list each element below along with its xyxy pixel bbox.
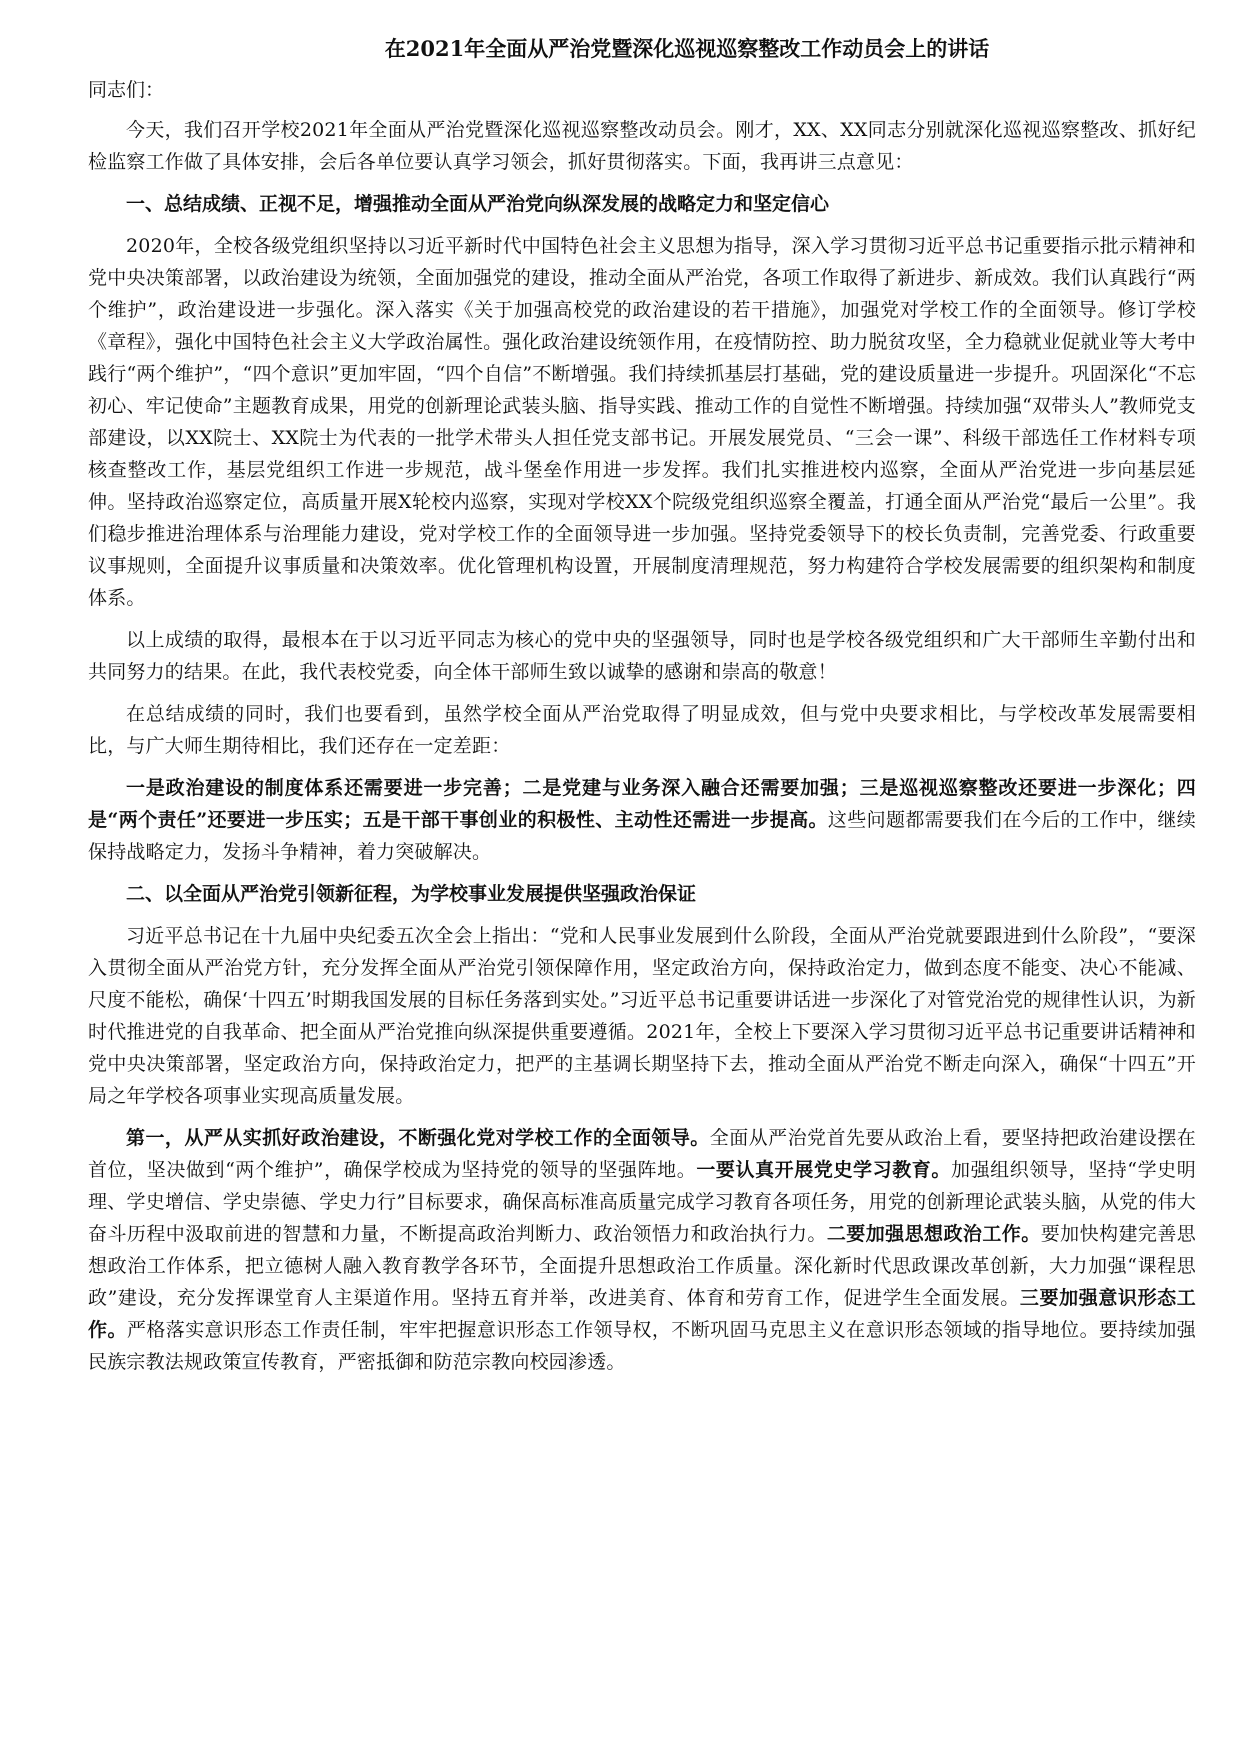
section-2-heading: 二、以全面从严治党引领新征程，为学校事业发展提供坚强政治保证 — [126, 883, 697, 905]
point-1-sub-2-heading: 二要加强思想政治工作。 — [826, 1223, 1041, 1245]
intro-paragraph: 今天，我们召开学校2021年全面从严治党暨深化巡视巡察整改动员会。刚才，XX、XX同志分别就深化巡视巡察整改、抓好纪检监察工作做了具体安排，会后各单位要认真学习领会，抓好贯彻落实。下面，我再讲三点意见： — [88, 119, 1196, 173]
section-2-point-1-paragraph — [88, 1122, 1196, 1378]
section-1-paragraph-3: 在总结成绩的同时，我们也要看到，虽然学校全面从严治党取得了明显成效，但与党中央要求相比，与学校改革发展需要相比，与广大师生期待相比，我们还存在一定差距： — [88, 703, 1196, 757]
section-1-paragraph-1: 2020年，全校各级党组织坚持以习近平新时代中国特色社会主义思想为指导，深入学习贯彻习近平总书记重要指示批示精神和党中央决策部署，以政治建设为统领，全面加强党的建设，推动全面从严治党，各项工作取得了新进步、新成效。我们认真践行“两个维护”，政治建设进一步强化。深入落实《关于加强高校党的政治建设的若干措施》，加强党对学校工作的全面领导。修订学校《章程》，强化中国特色社会主义大学政治属性。强化政治建设统领作用，在疫情防控、助力脱贫攻坚，全力稳就业促就业等大考中践行“两个维护”，“四个意识”更加牢固，“四个自信”不断增强。我们持续抓基层打基础，党的建设质量进一步提升。巩固深化“不忘初心、牢记使命”主题教育成果，用党的创新理论武装头脑、指导实践、推动工作的自觉性不断增强。持续加强“双带头人”教师党支部建设，以XX院士、XX院士为代表的一批学术带头人担任党支部书记。开展发展党员、“三会一课”、科级干部选任工作材料专项核查整改工作，基层党组织工作进一步规范，战斗堡垒作用进一步发挥。我们扎实推进校内巡察，全面从严治党进一步向基层延伸。坚持政治巡察定位，高质量开展X轮校内巡察，实现对学校XX个院级党组织巡察全覆盖，打通全面从严治党“最后一公里”。我们稳步推进治理体系与治理能力建设，党对学校工作的全面领导进一步加强。坚持党委领导下的校长负责制，完善党委、行政重要议事规则，全面提升议事质量和决策效率。优化管理机构设置，开展制度清理规范，努力构建符合学校发展需要的组织架构和制度体系。 — [88, 235, 1196, 609]
point-1-text-c: 要加快构建完善思想政治工作体系，把立德树人融入教育教学各环节，全面提升思想政治工作质量。深化新时代思政课改革创新，大力加强“课程思政”建设，充分发挥课堂育人主渠道作用。坚持五育并举，改进美育、体育和劳育工作，促进学生全面发展。 — [88, 1223, 1197, 1309]
section-1-paragraph-2: 以上成绩的取得，最根本在于以习近平同志为核心的党中央的坚强领导，同时也是学校各级党组织和广大干部师生辛勤付出和共同努力的结果。在此，我代表校党委，向全体干部师生致以诚挚的感谢和崇高的敬意！ — [88, 629, 1196, 683]
section-1-heading: 一、总结成绩、正视不足，增强推动全面从严治党向纵深发展的战略定力和坚定信心 — [126, 193, 830, 215]
point-1-text-a: 全面从严治党首先要从政治上看，要坚持把政治建设摆在首位，坚决做到“两个维护”，确保学校成为坚持党的领导的坚强阵地。 — [88, 1127, 1196, 1181]
point-1-sub-3-heading: 三要加强意识形态工作。 — [88, 1287, 1196, 1341]
point-1-heading: 第一，从严从实抓好政治建设，不断强化党对学校工作的全面领导。 — [126, 1127, 710, 1149]
shortcomings-list: 一是政治建设的制度体系还需要进一步完善；二是党建与业务深入融合还需要加强；三是巡视巡察整改还要进一步深化；四是“两个责任”还要进一步压实；五是干部干事创业的积极性、主动性还需进一步提高。 — [88, 777, 1196, 831]
point-1-sub-1-heading: 一要认真开展党史学习教育。 — [696, 1159, 951, 1181]
point-1-text-b: 加强组织领导，坚持“学史明理、学史增信、学史崇德、学史力行”目标要求，确保高标准高质量完成学习教育各项任务，用党的创新理论武装头脑，从党的伟大奋斗历程中汲取前进的智慧和力量，不断提高政治判断力、政治领悟力和政治执行力。 — [88, 1159, 1196, 1245]
greeting: 同志们： — [88, 79, 165, 101]
section-1-paragraph-4 — [88, 772, 1196, 868]
point-1-text-d: 严格落实意识形态工作责任制，牢牢把握意识形态工作领导权，不断巩固马克思主义在意识形态领域的指导地位。要持续加强民族宗教法规政策宣传教育，严密抵御和防范宗教向校园渗透。 — [88, 1319, 1196, 1373]
section-2-paragraph-1: 习近平总书记在十九届中央纪委五次全会上指出：“党和人民事业发展到什么阶段，全面从严治党就要跟进到什么阶段”，“要深入贯彻全面从严治党方针，充分发挥全面从严治党引领保障作用，坚定政治方向，保持政治定力，做到态度不能变、决心不能减、尺度不能松，确保‘十四五’时期我国发展的目标任务落到实处。”习近平总书记重要讲话进一步深化了对管党治党的规律性认识，为新时代推进党的自我革命、把全面从严治党推向纵深提供重要遵循。2021年，全校上下要深入学习贯彻习近平总书记重要讲话精神和党中央决策部署，坚定政治方向，保持政治定力，把严的主基调长期坚持下去，推动全面从严治党不断走向深入，确保“十四五”开局之年学校各项事业实现高质量发展。 — [88, 925, 1196, 1107]
document-title: 在2021年全面从严治党暨深化巡视巡察整改工作动员会上的讲话 — [384, 36, 990, 61]
shortcomings-conclusion: 这些问题都需要我们在今后的工作中，继续保持战略定力，发扬斗争精神，着力突破解决。 — [88, 809, 1196, 863]
